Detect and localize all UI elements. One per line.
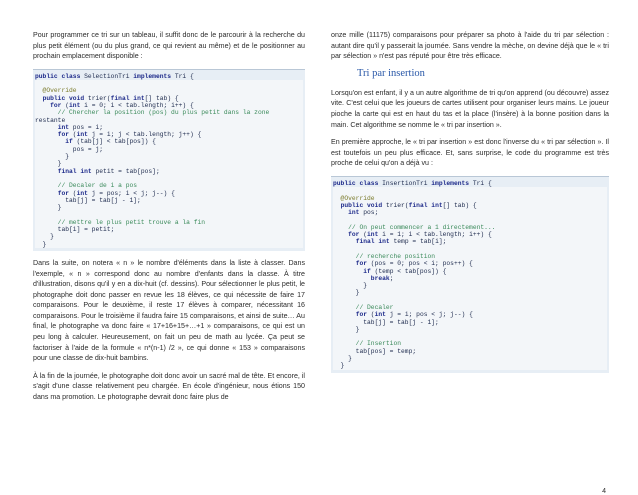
code-line: for (int i = 0; i < tab.length; i++) { xyxy=(35,102,303,109)
code-line: @Override xyxy=(35,87,303,94)
page-number: 4 xyxy=(602,488,606,495)
code-line xyxy=(333,216,607,223)
code-line: tab[j] = tab[j - 1]; xyxy=(35,197,303,204)
paragraph: Pour programmer ce tri sur un tableau, il suffit donc de le parcourir à la recherche du plus petit élément (ou du plus grand, ce qui revient au même) et de le positionner au prochain emplacement disponible : xyxy=(33,31,305,61)
paragraph: onze mille (11175) comparaisons pour préparer sa photo à l'aide du tri par sélection : autant dire qu'il y passerait la journée. Sans vendre la mèche, on devine déjà que le « tri par sélection » n'est pas réputé pour être très efficace. xyxy=(331,31,609,61)
code-line: } xyxy=(333,355,607,362)
code-line: public class InsertionTri implements Tri { xyxy=(333,180,609,187)
code-line: pos = j; xyxy=(35,146,303,153)
code-line: } xyxy=(35,204,303,211)
code-line: tab[pos] = temp; xyxy=(333,348,607,355)
code-line: // Decaler xyxy=(333,304,607,311)
code-line: for (int j = i; pos < j; j--) { xyxy=(333,311,607,318)
code-line: // Insertion xyxy=(333,340,607,347)
code-line: break; xyxy=(333,275,607,282)
code-line: if (tab[j] < tab[pos]) { xyxy=(35,138,303,145)
code-line: for (int i = 1; i < tab.length; i++) { xyxy=(333,231,607,238)
code-line: } xyxy=(35,233,303,240)
code-line: } xyxy=(35,153,303,160)
code-line: // Decaler de i a pos xyxy=(35,182,303,189)
code-line: tab[i] = petit; xyxy=(35,226,303,233)
section-heading: Tri par insertion xyxy=(357,67,425,79)
code-line: } xyxy=(333,362,607,369)
code-line: // mettre le plus petit trouve a la fin xyxy=(35,219,303,226)
code-line: } xyxy=(35,160,303,167)
code-line: public void trier(final int[] tab) { xyxy=(35,95,303,102)
code-line: restante xyxy=(35,117,303,124)
code-line: } xyxy=(333,282,607,289)
code-line: for (int j = pos; i < j; j--) { xyxy=(35,190,303,197)
right-column xyxy=(331,30,609,373)
code-line xyxy=(333,246,607,253)
code-line xyxy=(35,80,303,87)
code-line: public class SelectionTri implements Tri { xyxy=(35,73,305,80)
code-line: final int temp = tab[i]; xyxy=(333,238,607,245)
code-line: int pos; xyxy=(333,209,607,216)
code-line: if (temp < tab[pos]) { xyxy=(333,268,607,275)
paragraph: En première approche, le « tri par insertion » est donc l'inverse du « tri par sélection ». Il est toutefois un peu plus efficace. Et, sans surprise, le code du programme est très proche de celui qu'on a déjà vu : xyxy=(331,138,609,168)
code-line: int pos = i; xyxy=(35,124,303,131)
paragraph: Dans la suite, on notera « n » le nombre d'éléments dans la liste à classer. Dans l'exemple, « n » correspond donc au nombre d'enfants dans la classe. À titre d'illustration, disons qu'il y en a dix-huit (cf. dessins). Pour sélectionner le plus petit, le photographe doit donc passer en revue les 18 élèves, ce qui nécessite de faire 17 comparaisons. Pour le deuxième, il reste 17 élèves à comparer, nécessitant 16 comparaisons. Pour le troisième il faudra faire 15 comparaisons, et ainsi de suite… Au final, le photographe va donc faire « 17+16+15+…+1 » comparaisons, ce qui est un peu long à calculer. Heureusement, on fait un peu de math au lycée. Ça peut se factoriser à l'aide de la formule « n*(n-1) /2 », ce qui donne « 153 » comparaisons pour une classe de dix-huit bambins. xyxy=(33,258,305,363)
paragraph: Lorsqu'on est enfant, il y a un autre algorithme de tri qu'on apprend (ou découvre) assez vite. C'est celui que les joueurs de cartes utilisent pour organiser leurs mains. Le joueur pioche la carte qui est en haut du tas et la place (l'insère) à la bonne position dans la main. Cet algorithme se nomme le « tri par insertion ». xyxy=(331,88,609,129)
code-line: for (int j = i; j < tab.length; j++) { xyxy=(35,131,303,138)
code-line: // recherche position xyxy=(333,253,607,260)
code-line xyxy=(35,175,303,182)
code-line: // Chercher la position (pos) du plus petit dans la zone xyxy=(35,109,303,116)
code-line xyxy=(333,187,607,194)
code-line: } xyxy=(333,289,607,296)
code-line: for (pos = 0; pos < i; pos++) { xyxy=(333,260,607,267)
code-line xyxy=(333,297,607,304)
code-line: } xyxy=(35,241,303,248)
code-line: @Override xyxy=(333,195,607,202)
code-line: } xyxy=(333,326,607,333)
code-line xyxy=(333,333,607,340)
code-block-selection-sort xyxy=(33,69,305,251)
code-line: final int petit = tab[pos]; xyxy=(35,168,303,175)
code-line: // On peut commencer a 1 directement... xyxy=(333,224,607,231)
paragraph: À la fin de la journée, le photographe doit donc avoir un sacré mal de tête. Et encore, il s'agit d'une classe relativement peu chargée. En école d'ingénieur, nous étions 150 dans ma promotion. Le photographe devrait donc faire plus de xyxy=(33,371,305,402)
code-line xyxy=(35,211,303,218)
code-line: tab[j] = tab[j - 1]; xyxy=(333,319,607,326)
left-column xyxy=(33,30,305,403)
code-block-insertion-sort xyxy=(331,176,609,373)
code-line: public void trier(final int[] tab) { xyxy=(333,202,607,209)
